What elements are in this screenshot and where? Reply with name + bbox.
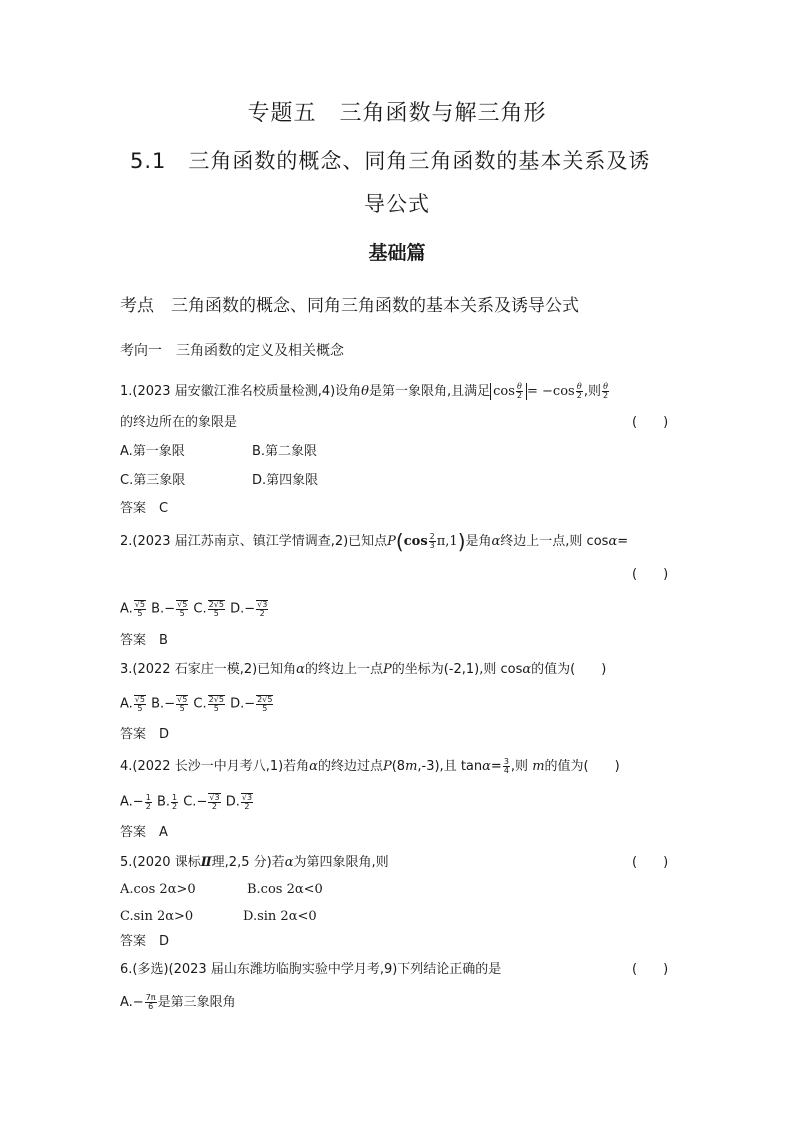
question-2-stem: 2.(2023 届江苏南京、镇江学情调查,2)已知点P(cos $\frac{2}{3}$ π,1)是角α终边上一点,则 cosα= bbox=[120, 529, 629, 554]
q2-frac: $\frac{2}{3}$ bbox=[429, 532, 435, 550]
q2-option-d-frac: $\frac{√3}{2}$ bbox=[257, 600, 268, 618]
q1-frac: $\frac{\theta}{2}$ bbox=[516, 382, 523, 400]
q6-option-a: A.− $\frac{7\pi}{6}$ 是第三象限角 bbox=[120, 993, 236, 1011]
section-title-line1: 5.1 三角函数的概念、同角三角函数的基本关系及诱 bbox=[130, 149, 651, 173]
q2-tail2: 终边上一点,则 cos bbox=[500, 534, 609, 549]
question-1-line2: 的终边所在的象限是 bbox=[120, 415, 238, 430]
q1-mid: 是第一象限角,且满足 bbox=[369, 384, 491, 399]
q1-frac3: $\frac{\theta}{2}$ bbox=[602, 382, 609, 400]
q6-answer-paren: ( ) bbox=[632, 962, 669, 977]
q2-option-c-frac: $\frac{2√5}{5}$ bbox=[208, 600, 224, 618]
q2-option-a-frac: $\frac{√5}{5}$ bbox=[134, 600, 145, 618]
q4-answer: 答案 A bbox=[120, 825, 168, 840]
q2-answer-paren: ( ) bbox=[632, 567, 669, 582]
q2-cos: cos bbox=[403, 534, 428, 549]
q3-options: A. $\frac{√5}{5}$ B.− $\frac{√5}{5}$ C. $\frac{2√5}{5}$ D.− $\frac{2√5}{5}$ bbox=[120, 695, 273, 713]
question-4-stem: 4.(2022 长沙一中月考八,1)若角α的终边过点P(8m,-3),且 tanα= $\frac{3}{4}$ ,则 m的值为( ) bbox=[120, 757, 620, 775]
q4-option-c-frac: $\frac{√3}{2}$ bbox=[209, 793, 220, 811]
question-1-stem bbox=[120, 383, 610, 401]
q2-tail: 是角 bbox=[465, 534, 492, 549]
q5-option-a: A.cos 2α>0 bbox=[120, 882, 196, 897]
q4-option-a-frac: $\frac{1}{2}$ bbox=[145, 792, 151, 811]
q1-answer: 答案 C bbox=[120, 501, 169, 516]
question-5-stem: 5.(2020 课标Ⅱ理,2,5 分)若α为第四象限角,则 bbox=[120, 855, 389, 870]
kaoxiang-heading: 考向一 三角函数的定义及相关概念 bbox=[120, 343, 344, 359]
q1-option-d: D.第四象限 bbox=[252, 473, 319, 488]
q1-option-c: C.第三象限 bbox=[120, 473, 186, 488]
question-3-stem: 3.(2022 石家庄一模,2)已知角α的终边上一点P的坐标为(-2,1),则 cosα的值为( ) bbox=[120, 662, 607, 677]
q3-option-b-frac: $\frac{√5}{5}$ bbox=[177, 695, 188, 713]
q1-prefix: 1.(2023 届安徽江淮名校质量检测,4)设角 bbox=[120, 384, 362, 399]
q2-pi: π,1 bbox=[436, 534, 458, 549]
q2-option-b-frac: $\frac{√5}{5}$ bbox=[177, 600, 188, 618]
q1-cos: cos bbox=[493, 384, 515, 399]
q4-frac: $\frac{3}{4}$ bbox=[503, 757, 509, 775]
level-heading: 基础篇 bbox=[368, 242, 426, 264]
q1-theta: θ bbox=[361, 384, 369, 399]
q1-answer-paren: ( ) bbox=[632, 415, 669, 430]
q3-option-a-frac: $\frac{√5}{5}$ bbox=[134, 695, 145, 713]
q4-options: A.− $\frac{1}{2}$ B. $\frac{1}{2}$ C.− $\frac{√3}{2}$ D. $\frac{√3}{2}$ bbox=[120, 792, 253, 811]
q3-option-d-frac: $\frac{2√5}{5}$ bbox=[257, 695, 273, 713]
section-title-line2: 导公式 bbox=[364, 192, 430, 216]
q1-option-a: A.第一象限 bbox=[120, 444, 185, 459]
q1-option-b: B.第二象限 bbox=[252, 444, 318, 459]
kaodian-heading: 考点 三角函数的概念、同角三角函数的基本关系及诱导公式 bbox=[120, 296, 579, 316]
q4-option-d-frac: $\frac{√3}{2}$ bbox=[241, 793, 253, 811]
q5-answer-paren: ( ) bbox=[632, 855, 669, 870]
q1-eq: = −cos bbox=[527, 384, 575, 399]
q5-option-c: C.sin 2α>0 bbox=[120, 909, 194, 924]
q4-option-b-frac: $\frac{1}{2}$ bbox=[172, 792, 178, 811]
q2-options: A. $\frac{√5}{5}$ B.− $\frac{√5}{5}$ C. $\frac{2√5}{5}$ D.− $\frac{√3}{2}$ bbox=[120, 600, 268, 618]
q5-answer: 答案 D bbox=[120, 934, 170, 949]
q5-option-d: D.sin 2α<0 bbox=[243, 909, 317, 924]
q3-answer: 答案 D bbox=[120, 727, 170, 742]
q6-option-a-frac: $\frac{7\pi}{6}$ bbox=[145, 993, 156, 1011]
q5-option-b: B.cos 2α<0 bbox=[247, 882, 323, 897]
q2-point: P bbox=[387, 534, 396, 549]
question-6-stem: 6.(多选)(2023 届山东潍坊临朐实验中学月考,9)下列结论正确的是 bbox=[120, 962, 502, 977]
q2-prefix: 2.(2023 届江苏南京、镇江学情调查,2)已知点 bbox=[120, 534, 388, 549]
q1-frac2: $\frac{\theta}{2}$ bbox=[576, 382, 582, 400]
q3-option-c-frac: $\frac{2√5}{5}$ bbox=[208, 695, 224, 713]
chapter-title: 专题五 三角函数与解三角形 bbox=[247, 101, 547, 126]
q2-answer: 答案 B bbox=[120, 633, 168, 648]
q1-abs bbox=[490, 383, 527, 400]
q1-tail: ,则 bbox=[583, 384, 601, 399]
